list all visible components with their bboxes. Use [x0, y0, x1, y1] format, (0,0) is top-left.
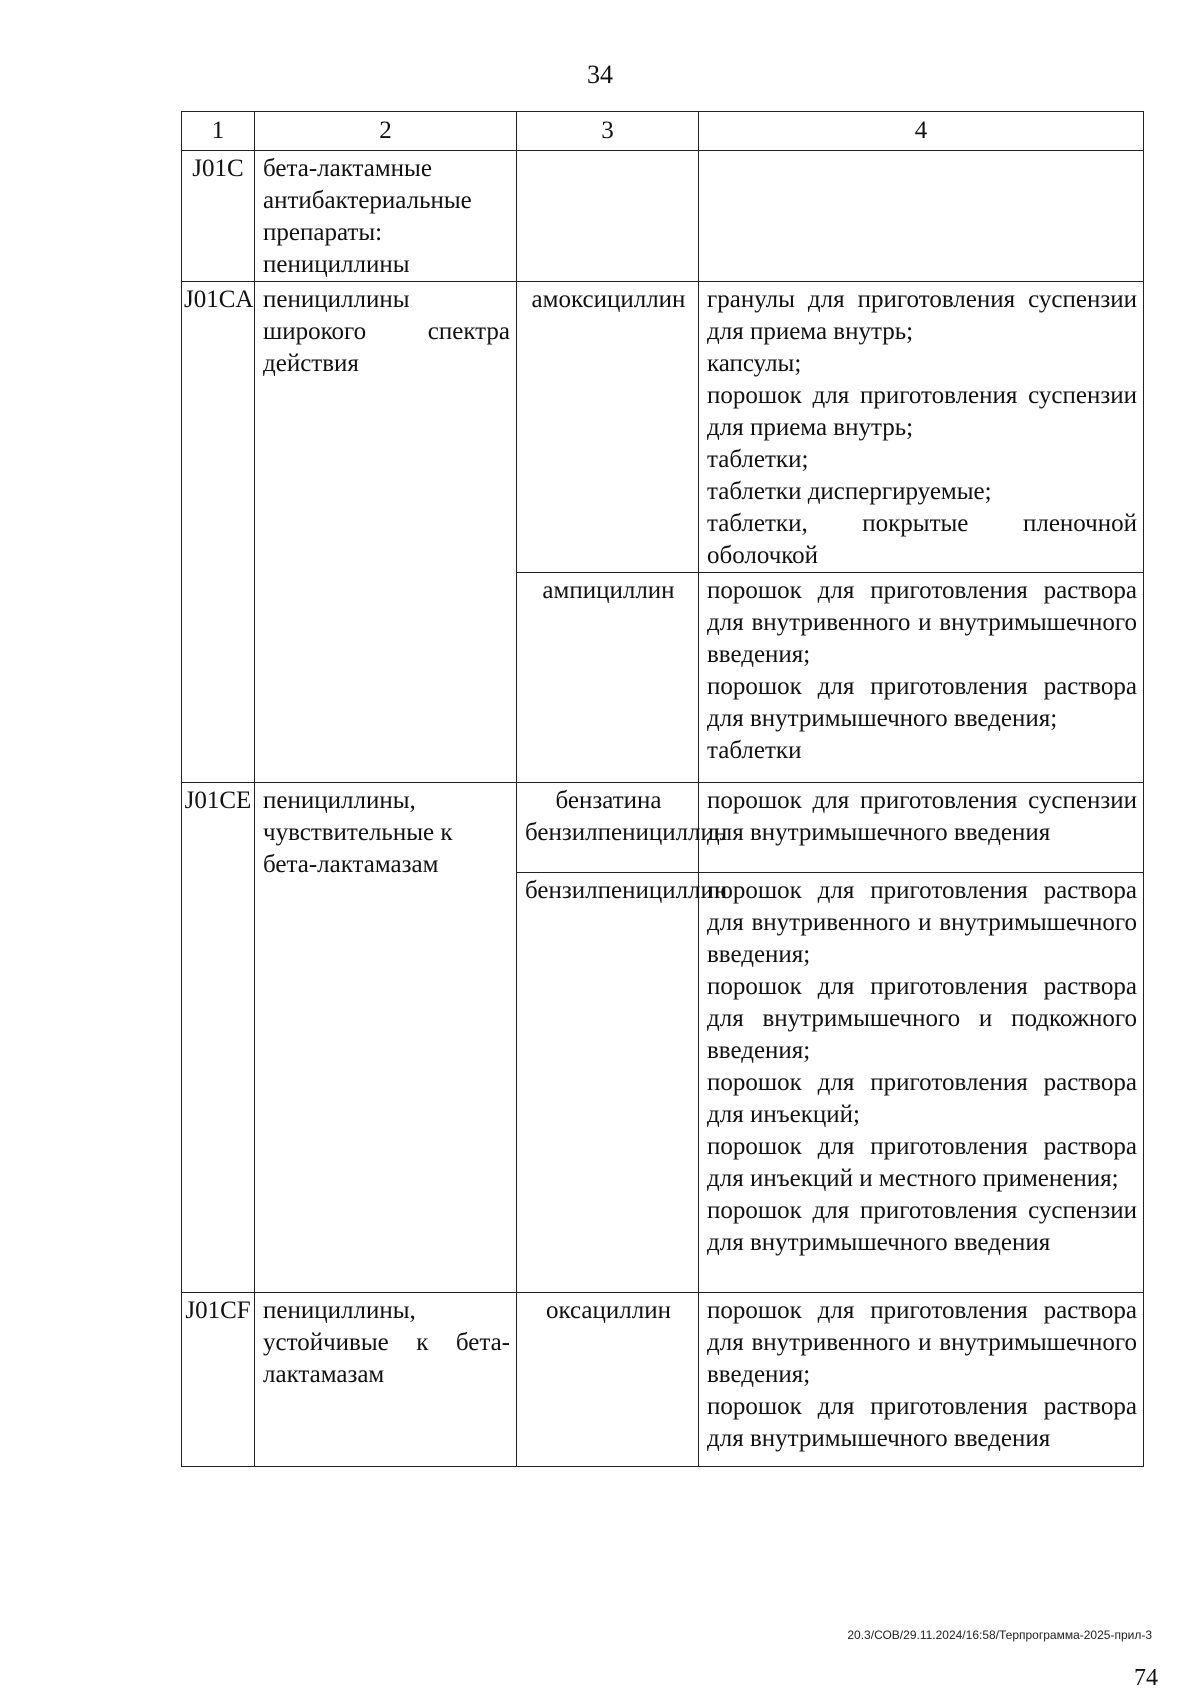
dosage-form-item: порошок для приготовления раствора для внутримышечного введения;	[707, 673, 1137, 732]
dosage-form-item: таблетки диспергируемые;	[707, 478, 992, 505]
group-name-cell: пенициллины, устойчивые к бета-лактамазам	[255, 1293, 517, 1467]
dosage-form-item: таблетки, покрытые пленочной оболочкой	[707, 510, 1137, 569]
atc-code-cell: J01CE	[182, 783, 255, 1293]
header-cell-3: 3	[517, 112, 699, 151]
drug-name-cell: бензилпенициллин	[517, 873, 699, 1293]
dosage-form-item: порошок для приготовления суспензии для внутримышечного введения	[707, 787, 1137, 846]
sheet-number: 74	[1134, 1665, 1158, 1691]
dosage-forms-cell	[699, 573, 1144, 783]
header-cell-1: 1	[182, 112, 255, 151]
atc-code-cell: J01CA	[182, 282, 255, 783]
dosage-forms-cell	[699, 151, 1144, 282]
header-cell-4: 4	[699, 112, 1144, 151]
table-header-row	[182, 112, 1144, 151]
dosage-form-item: порошок для приготовления раствора для инъекций и местного применения;	[707, 1133, 1137, 1192]
medication-table	[181, 111, 1144, 1467]
dosage-form-item: порошок для приготовления раствора для внутримышечного и подкожного введения;	[707, 973, 1137, 1064]
dosage-form-item: порошок для приготовления раствора для инъекций;	[707, 1069, 1137, 1128]
dosage-forms-cell	[699, 783, 1144, 873]
dosage-form-item: таблетки;	[707, 446, 809, 473]
dosage-forms-cell	[699, 1293, 1144, 1467]
document-stamp: 20.3/СОВ/29.11.2024/16:58/Терпрограмма-2025-прил-3	[847, 1628, 1152, 1642]
page-number: 34	[587, 60, 613, 89]
drug-name-cell: оксациллин	[517, 1293, 699, 1467]
dosage-form-item: таблетки	[707, 737, 802, 764]
dosage-form-item: гранулы для приготовления суспензии для приема внутрь;	[707, 286, 1137, 345]
table-row	[182, 1293, 1144, 1467]
dosage-form-item: порошок для приготовления раствора для внутривенного и внутримышечного введения;	[707, 577, 1137, 668]
dosage-form-item: порошок для приготовления суспензии для приема внутрь;	[707, 382, 1137, 441]
group-name-cell: пенициллины, чувствительные к бета-лактамазам	[255, 783, 517, 1293]
atc-code-cell: J01CF	[182, 1293, 255, 1467]
dosage-form-item: капсулы;	[707, 350, 802, 377]
header-cell-2: 2	[255, 112, 517, 151]
dosage-forms-cell	[699, 282, 1144, 573]
group-name-cell: бета-лактамные антибактериальные препараты: пенициллины	[255, 151, 517, 282]
table-row	[182, 282, 1144, 573]
dosage-form-item: порошок для приготовления суспензии для внутримышечного введения	[707, 1197, 1137, 1256]
drug-name-cell: бензатина бензилпенициллин	[517, 783, 699, 873]
table-row	[182, 151, 1144, 282]
drug-name-cell: амоксициллин	[517, 282, 699, 573]
group-name-cell: пенициллины широкого спектра действия	[255, 282, 517, 783]
table-row	[182, 783, 1144, 873]
atc-code-cell: J01C	[182, 151, 255, 282]
drug-name-cell	[517, 151, 699, 282]
dosage-form-item: порошок для приготовления раствора для внутривенного и внутримышечного введения;	[707, 1297, 1137, 1388]
dosage-form-item: порошок для приготовления раствора для внутримышечного введения	[707, 1393, 1137, 1452]
dosage-form-item: порошок для приготовления раствора для внутривенного и внутримышечного введения;	[707, 877, 1137, 968]
dosage-forms-cell	[699, 873, 1144, 1293]
drug-name-cell: ампициллин	[517, 573, 699, 783]
